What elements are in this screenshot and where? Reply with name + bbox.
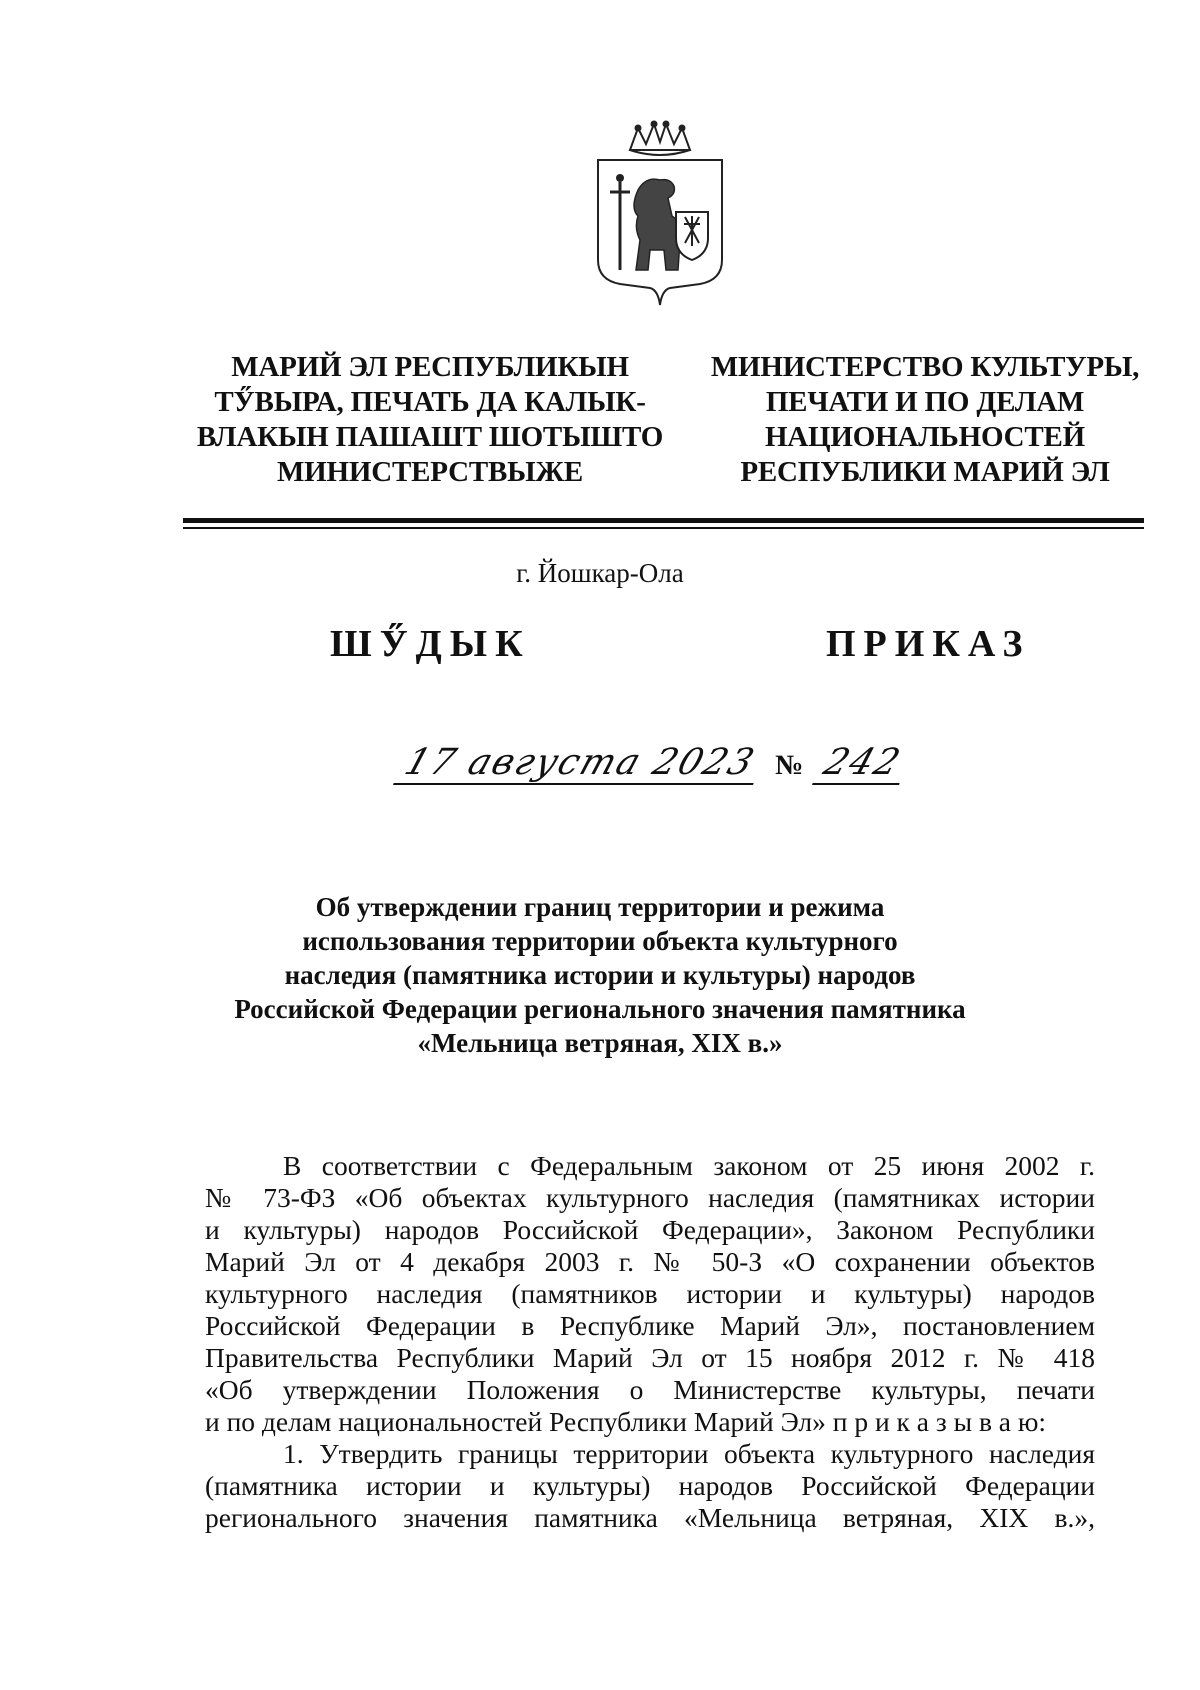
number-sign: № [775,750,804,781]
body-line: № 73-ФЗ «Об объектах культурного наследия (памятниках истории [205,1182,1095,1213]
header-right-line: РЕСПУБЛИКИ МАРИЙ ЭЛ [740,456,1110,488]
body-line: «Об утверждении Положения о Министерстве культуры, печати [205,1374,1095,1405]
body-line: культурного наследия (памятников истории и культуры) народов [205,1278,1095,1309]
header-left-line: МАРИЙ ЭЛ РЕСПУБЛИКЫН [231,351,629,383]
body-line: и по делам национальностей Республики Марий Эл» п р и к а з ы в а ю: [205,1406,1047,1437]
header-right-line: НАЦИОНАЛЬНОСТЕЙ [764,421,1086,453]
ministry-name-mari [190,350,670,490]
body-line: регионального значения памятника «Мельница ветряная, XIX в.», [205,1502,1095,1533]
order-word-russian: ПРИКАЗ [826,623,1031,665]
body-line: (памятника истории и культуры) народов Российской Федерации [205,1470,1095,1501]
order-word-mari: ШӲДЫК [330,623,531,665]
body-line: 1. Утвердить границы территории объекта культурного наследия [283,1438,1095,1469]
body-line: Правительства Республики Марий Эл от 15 ноября 2012 г. № 418 [205,1342,1095,1373]
header-right-line: ПЕЧАТИ И ПО ДЕЛАМ [765,386,1085,418]
header-right-line: МИНИСТЕРСТВО КУЛЬТУРЫ, [710,351,1140,383]
title-line: «Мельница ветряная, XIX в.» [417,1028,783,1058]
title-line: Об утверждении границ территории и режима [315,892,885,922]
title-line: Российской Федерации регионального значения памятника [234,994,966,1024]
document-title [0,890,1200,1060]
order-date-handwritten: 17 августа 2023 [393,742,767,785]
body-line: В соответствии с Федеральным законом от 25 июня 2002 г. [283,1150,1095,1181]
marij-el-coat-of-arms-icon [590,120,730,320]
title-line: использования территории объекта культурного [302,926,898,956]
city-name: г. Йошкар-Ола [516,558,684,588]
header-left-line: ВЛАКЫН ПАШАШТ ШОТЫШТО [196,421,664,453]
body-line: Марий Эл от 4 декабря 2003 г. № 50-З «О сохранении объектов [205,1246,1095,1277]
ministry-name-russian [700,350,1150,490]
body-paragraph-2 [205,1438,1095,1534]
title-line: наследия (памятника истории и культуры) народов [284,960,916,990]
body-line: и культуры) народов Российской Федерации», Законом Республики [205,1214,1095,1245]
header-left-line: ТӲВЫРА, ПЕЧАТЬ ДА КАЛЫК- [214,386,646,418]
body-line: Российской Федерации в Республике Марий Эл», постановлением [205,1310,1095,1341]
order-number-handwritten: 242 [812,742,913,785]
document-body [205,1150,1095,1534]
header-divider-thick [183,518,1144,523]
body-paragraph-1 [205,1150,1095,1438]
order-date-number [400,742,905,782]
header-divider-thin [183,527,1144,529]
header-left-line: МИНИСТЕРСТВЫЖЕ [276,456,584,488]
